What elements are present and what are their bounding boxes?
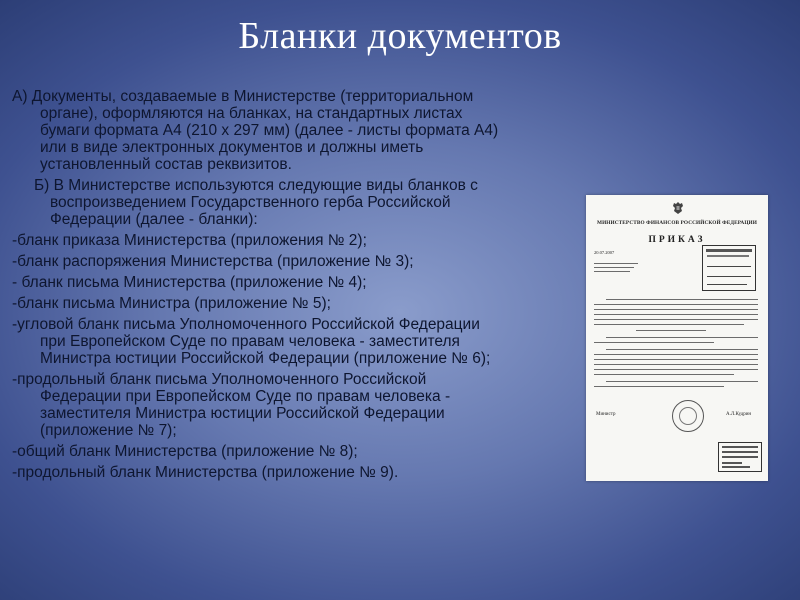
list-item xyxy=(12,232,592,249)
document-date: 20.07.2007 xyxy=(594,250,615,255)
list-item-line: заместителя Министра юстиции Российской Федерации xyxy=(40,405,445,422)
paragraph-b-line: Федерации (далее - бланки): xyxy=(50,211,258,228)
list-item xyxy=(12,316,592,367)
list-item-line: -угловой бланк письма Уполномоченного Российской Федерации xyxy=(12,316,480,333)
document-heading: ПРИКАЗ xyxy=(648,235,706,245)
paragraph-b-line: воспроизведением Государственного герба Российской xyxy=(50,194,451,211)
list-item xyxy=(12,253,592,270)
list-item xyxy=(12,371,592,439)
list-item-line: Федерации при Европейском Суде по правам человека - xyxy=(40,388,451,405)
document-org: МИНИСТЕРСТВО ФИНАНСОВ РОССИЙСКОЙ ФЕДЕРАЦИИ xyxy=(596,220,757,226)
paragraph-a-line: А) Документы, создаваемые в Министерстве (территориальном xyxy=(12,88,474,105)
slide-title: Бланки документов xyxy=(238,15,562,57)
paragraph-a-line: бумаги формата А4 (210 х 297 мм) (далее - листы формата А4) xyxy=(40,122,499,139)
paragraph-a-line: органе), оформляются на бланках, на стандартных листах xyxy=(40,105,463,122)
list-item xyxy=(12,443,592,460)
order-document-image xyxy=(586,195,768,481)
slide-body xyxy=(12,88,592,481)
coat-of-arms-icon xyxy=(672,201,684,215)
list-item-line: (приложение № 7); xyxy=(40,422,177,439)
paragraph-a-line: установленный состав реквизитов. xyxy=(40,156,292,173)
signer-name: А.Л.Кудрин xyxy=(726,412,752,417)
list-item-line: -бланк письма Министра (приложение № 5); xyxy=(12,295,331,312)
list-item-line: - бланк письма Министерства (приложение № 4); xyxy=(12,274,367,291)
list-item-line: -продольный бланк Министерства (приложение № 9). xyxy=(12,464,399,481)
list-item-line: -бланк приказа Министерства (приложения № 2); xyxy=(12,232,367,249)
list-item xyxy=(12,464,592,481)
list-item-line: Министра юстиции Российской Федерации (приложение № 6); xyxy=(40,350,491,367)
registration-stamp xyxy=(702,245,756,291)
list-item-line: -общий бланк Министерства (приложение № 8); xyxy=(12,443,358,460)
paragraph-b-line: Б) В Министерстве используются следующие виды бланков с xyxy=(34,177,478,194)
paragraph-b xyxy=(12,177,592,228)
paragraph-a-line: или в виде электронных документов и должны иметь xyxy=(40,139,424,156)
list-item xyxy=(12,295,592,312)
list-item-line: при Европейском Суде по правам человека - заместителя xyxy=(40,333,460,350)
paragraph-a xyxy=(12,88,592,173)
list-item-line: -продольный бланк письма Уполномоченного Российской xyxy=(12,371,427,388)
list-item-line: -бланк распоряжения Министерства (приложение № 3); xyxy=(12,253,414,270)
list-item xyxy=(12,274,592,291)
approval-stamp xyxy=(718,442,762,472)
signer-label: Министр xyxy=(596,412,616,417)
